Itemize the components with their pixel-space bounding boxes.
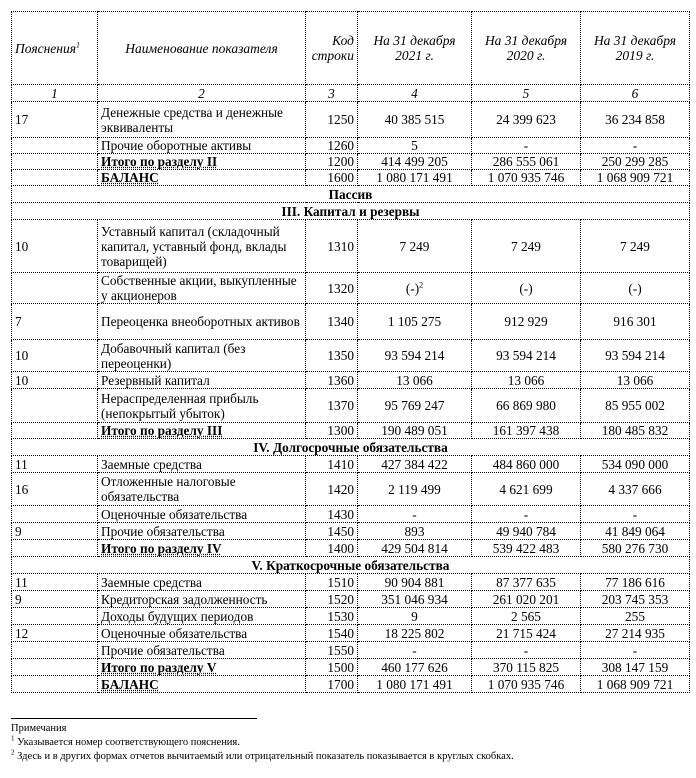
indicator-name: Переоценка внеоборотных активов <box>98 304 306 340</box>
balance-total-row <box>12 676 690 693</box>
value-2019: 203 745 353 <box>581 591 690 608</box>
header-2021: На 31 декабря 2021 г. <box>358 12 472 85</box>
value-2020: 912 929 <box>472 304 581 340</box>
value-2020: 87 377 635 <box>472 574 581 591</box>
value-2020: - <box>472 138 581 154</box>
value-2020: (-) <box>472 273 581 304</box>
balance-total-row <box>12 170 690 186</box>
index-cell: 1 <box>12 85 98 102</box>
section-5-heading: V. Краткосрочные обязательства <box>12 557 690 574</box>
value-2019: 93 594 214 <box>581 340 690 372</box>
line-code: 1600 <box>306 170 358 186</box>
indicator-name: Кредиторская задолженность <box>98 591 306 608</box>
indicator-name: Прочие обязательства <box>98 523 306 540</box>
indicator-name: Заемные средства <box>98 456 306 473</box>
note-cell <box>12 154 98 170</box>
table-row <box>12 473 690 506</box>
line-code: 1410 <box>306 456 358 473</box>
value-2021: 93 594 214 <box>358 340 472 372</box>
value-2020: 484 860 000 <box>472 456 581 473</box>
table-row <box>12 389 690 423</box>
note-cell: 12 <box>12 625 98 642</box>
line-code: 1260 <box>306 138 358 154</box>
table-row <box>12 642 690 659</box>
value-2019: 7 249 <box>581 220 690 273</box>
header-indicator-name: Наименование показателя <box>98 12 306 85</box>
value-2020: 24 399 623 <box>472 102 581 138</box>
value-2019: 36 234 858 <box>581 102 690 138</box>
note-cell <box>12 506 98 523</box>
header-2020: На 31 декабря 2020 г. <box>472 12 581 85</box>
value-2021: 7 249 <box>358 220 472 273</box>
index-cell: 3 <box>306 85 358 102</box>
value-2020: 7 249 <box>472 220 581 273</box>
value-2021: 190 489 051 <box>358 423 472 439</box>
line-code: 1700 <box>306 676 358 693</box>
value-2021: - <box>358 642 472 659</box>
value-2020: 13 066 <box>472 372 581 389</box>
value-2020: 1 070 935 746 <box>472 170 581 186</box>
indicator-name: Заемные средства <box>98 574 306 591</box>
table-row <box>12 273 690 304</box>
value-2019: 77 186 616 <box>581 574 690 591</box>
subtotal-row <box>12 540 690 557</box>
value-2021: 414 499 205 <box>358 154 472 170</box>
table-row <box>12 591 690 608</box>
table-row <box>12 608 690 625</box>
note-cell: 10 <box>12 340 98 372</box>
value-2021: 13 066 <box>358 372 472 389</box>
table-row <box>12 574 690 591</box>
indicator-name: Оценочные обязательства <box>98 625 306 642</box>
section-3-heading: III. Капитал и резервы <box>12 203 690 220</box>
table-row <box>12 102 690 138</box>
line-code: 1250 <box>306 102 358 138</box>
value-2020: 161 397 438 <box>472 423 581 439</box>
line-code: 1510 <box>306 574 358 591</box>
value-2019: - <box>581 506 690 523</box>
value-2020: 539 422 483 <box>472 540 581 557</box>
table-row <box>12 340 690 372</box>
table-row <box>12 304 690 340</box>
note-cell: 10 <box>12 220 98 273</box>
table-row <box>12 625 690 642</box>
section-4-heading: IV. Долгосрочные обязательства <box>12 439 690 456</box>
line-code: 1550 <box>306 642 358 659</box>
table-row <box>12 523 690 540</box>
value-2021: 1 080 171 491 <box>358 676 472 693</box>
indicator-name: Итого по разделу III <box>98 423 306 439</box>
note-cell <box>12 540 98 557</box>
note-cell: 7 <box>12 304 98 340</box>
note-cell <box>12 608 98 625</box>
line-code: 1200 <box>306 154 358 170</box>
line-code: 1520 <box>306 591 358 608</box>
indicator-name: БАЛАНС <box>98 170 306 186</box>
value-2020: 4 621 699 <box>472 473 581 506</box>
line-code: 1530 <box>306 608 358 625</box>
note-cell: 9 <box>12 523 98 540</box>
value-2020: 21 715 424 <box>472 625 581 642</box>
line-code: 1300 <box>306 423 358 439</box>
value-2021: 351 046 934 <box>358 591 472 608</box>
value-2020: - <box>472 506 581 523</box>
value-2019: 85 955 002 <box>581 389 690 423</box>
section-heading-row <box>12 557 690 574</box>
value-2019: 916 301 <box>581 304 690 340</box>
value-2019: 27 214 935 <box>581 625 690 642</box>
value-2019: 308 147 159 <box>581 659 690 676</box>
value-2019: 180 485 832 <box>581 423 690 439</box>
index-cell: 6 <box>581 85 690 102</box>
value-2020: 2 565 <box>472 608 581 625</box>
value-2019: (-) <box>581 273 690 304</box>
note-cell <box>12 170 98 186</box>
index-cell: 4 <box>358 85 472 102</box>
note-cell <box>12 676 98 693</box>
footnote-2: $^2$ Здесь и в других формах отчетов вычитаемый или отрицательный показатель показывается в круглых скобках. <box>11 748 514 762</box>
line-code: 1320 <box>306 273 358 304</box>
subtotal-row <box>12 154 690 170</box>
footnotes <box>11 722 514 764</box>
indicator-name: Прочие обязательства <box>98 642 306 659</box>
line-code: 1450 <box>306 523 358 540</box>
value-2019: - <box>581 138 690 154</box>
footnotes-title: Примечания <box>11 723 67 734</box>
line-code: 1500 <box>306 659 358 676</box>
line-code: 1540 <box>306 625 358 642</box>
indicator-name: Оценочные обязательства <box>98 506 306 523</box>
passive-heading: Пассив <box>12 186 690 203</box>
line-code: 1400 <box>306 540 358 557</box>
footnote-1: $^1$ Указывается номер соответствующего пояснения. <box>11 734 240 748</box>
value-2019: 13 066 <box>581 372 690 389</box>
indicator-name: Добавочный капитал (без переоценки) <box>98 340 306 372</box>
value-2021: 9 <box>358 608 472 625</box>
value-2021: 40 385 515 <box>358 102 472 138</box>
value-2019: 534 090 000 <box>581 456 690 473</box>
note-cell: 11 <box>12 574 98 591</box>
index-cell: 2 <box>98 85 306 102</box>
column-index-row <box>12 85 690 102</box>
indicator-name: Собственные акции, выкупленные у акционеров <box>98 273 306 304</box>
indicator-name: Уставный капитал (складочный капитал, уставный фонд, вклады товарищей) <box>98 220 306 273</box>
value-2019: 580 276 730 <box>581 540 690 557</box>
note-cell <box>12 642 98 659</box>
note-cell <box>12 138 98 154</box>
header-notes: Пояснения$^1$ <box>12 12 98 85</box>
value-2019: 1 068 909 721 <box>581 170 690 186</box>
indicator-name: Денежные средства и денежные эквиваленты <box>98 102 306 138</box>
value-2019: 250 299 285 <box>581 154 690 170</box>
line-code: 1420 <box>306 473 358 506</box>
passive-heading-row <box>12 186 690 203</box>
section-heading-row <box>12 439 690 456</box>
table-header-row <box>12 12 690 85</box>
note-cell <box>12 273 98 304</box>
balance-sheet-table <box>11 11 690 693</box>
value-2019: 41 849 064 <box>581 523 690 540</box>
note-cell: 16 <box>12 473 98 506</box>
value-2019: 1 068 909 721 <box>581 676 690 693</box>
value-2019: 4 337 666 <box>581 473 690 506</box>
table-row <box>12 220 690 273</box>
indicator-name: Итого по разделу V <box>98 659 306 676</box>
subtotal-row <box>12 423 690 439</box>
indicator-name: Доходы будущих периодов <box>98 608 306 625</box>
value-2021: 429 504 814 <box>358 540 472 557</box>
value-2021: 893 <box>358 523 472 540</box>
line-code: 1360 <box>306 372 358 389</box>
value-2020: 261 020 201 <box>472 591 581 608</box>
index-cell: 5 <box>472 85 581 102</box>
value-2021: 427 384 422 <box>358 456 472 473</box>
value-2019: 255 <box>581 608 690 625</box>
line-code: 1340 <box>306 304 358 340</box>
footnote-separator <box>11 718 257 719</box>
table-row <box>12 372 690 389</box>
value-2021: 460 177 626 <box>358 659 472 676</box>
table-row <box>12 138 690 154</box>
indicator-name: Прочие оборотные активы <box>98 138 306 154</box>
table-row <box>12 456 690 473</box>
note-cell <box>12 423 98 439</box>
note-cell: 10 <box>12 372 98 389</box>
indicator-name: Отложенные налоговые обязательства <box>98 473 306 506</box>
note-cell <box>12 389 98 423</box>
note-cell <box>12 659 98 676</box>
value-2020: 49 940 784 <box>472 523 581 540</box>
indicator-name: Итого по разделу IV <box>98 540 306 557</box>
value-2021: 90 904 881 <box>358 574 472 591</box>
header-2019: На 31 декабря 2019 г. <box>581 12 690 85</box>
value-2019: - <box>581 642 690 659</box>
value-2021: 2 119 499 <box>358 473 472 506</box>
section-heading-row <box>12 203 690 220</box>
value-2021: 1 105 275 <box>358 304 472 340</box>
line-code: 1350 <box>306 340 358 372</box>
note-cell: 11 <box>12 456 98 473</box>
line-code: 1370 <box>306 389 358 423</box>
value-2020: 66 869 980 <box>472 389 581 423</box>
value-2021: 5 <box>358 138 472 154</box>
value-2021: $(-)^2$ <box>358 273 472 304</box>
value-2021: - <box>358 506 472 523</box>
header-line-code: Код строки <box>306 12 358 85</box>
line-code: 1430 <box>306 506 358 523</box>
note-cell: 9 <box>12 591 98 608</box>
indicator-name: Итого по разделу II <box>98 154 306 170</box>
indicator-name: БАЛАНС <box>98 676 306 693</box>
indicator-name: Резервный капитал <box>98 372 306 389</box>
value-2020: 286 555 061 <box>472 154 581 170</box>
value-2020: 93 594 214 <box>472 340 581 372</box>
value-2020: - <box>472 642 581 659</box>
table-row <box>12 506 690 523</box>
line-code: 1310 <box>306 220 358 273</box>
note-cell: 17 <box>12 102 98 138</box>
indicator-name: Нераспределенная прибыль (непокрытый убыток) <box>98 389 306 423</box>
value-2020: 1 070 935 746 <box>472 676 581 693</box>
value-2020: 370 115 825 <box>472 659 581 676</box>
subtotal-row <box>12 659 690 676</box>
value-2021: 95 769 247 <box>358 389 472 423</box>
value-2021: 1 080 171 491 <box>358 170 472 186</box>
value-2021: 18 225 802 <box>358 625 472 642</box>
